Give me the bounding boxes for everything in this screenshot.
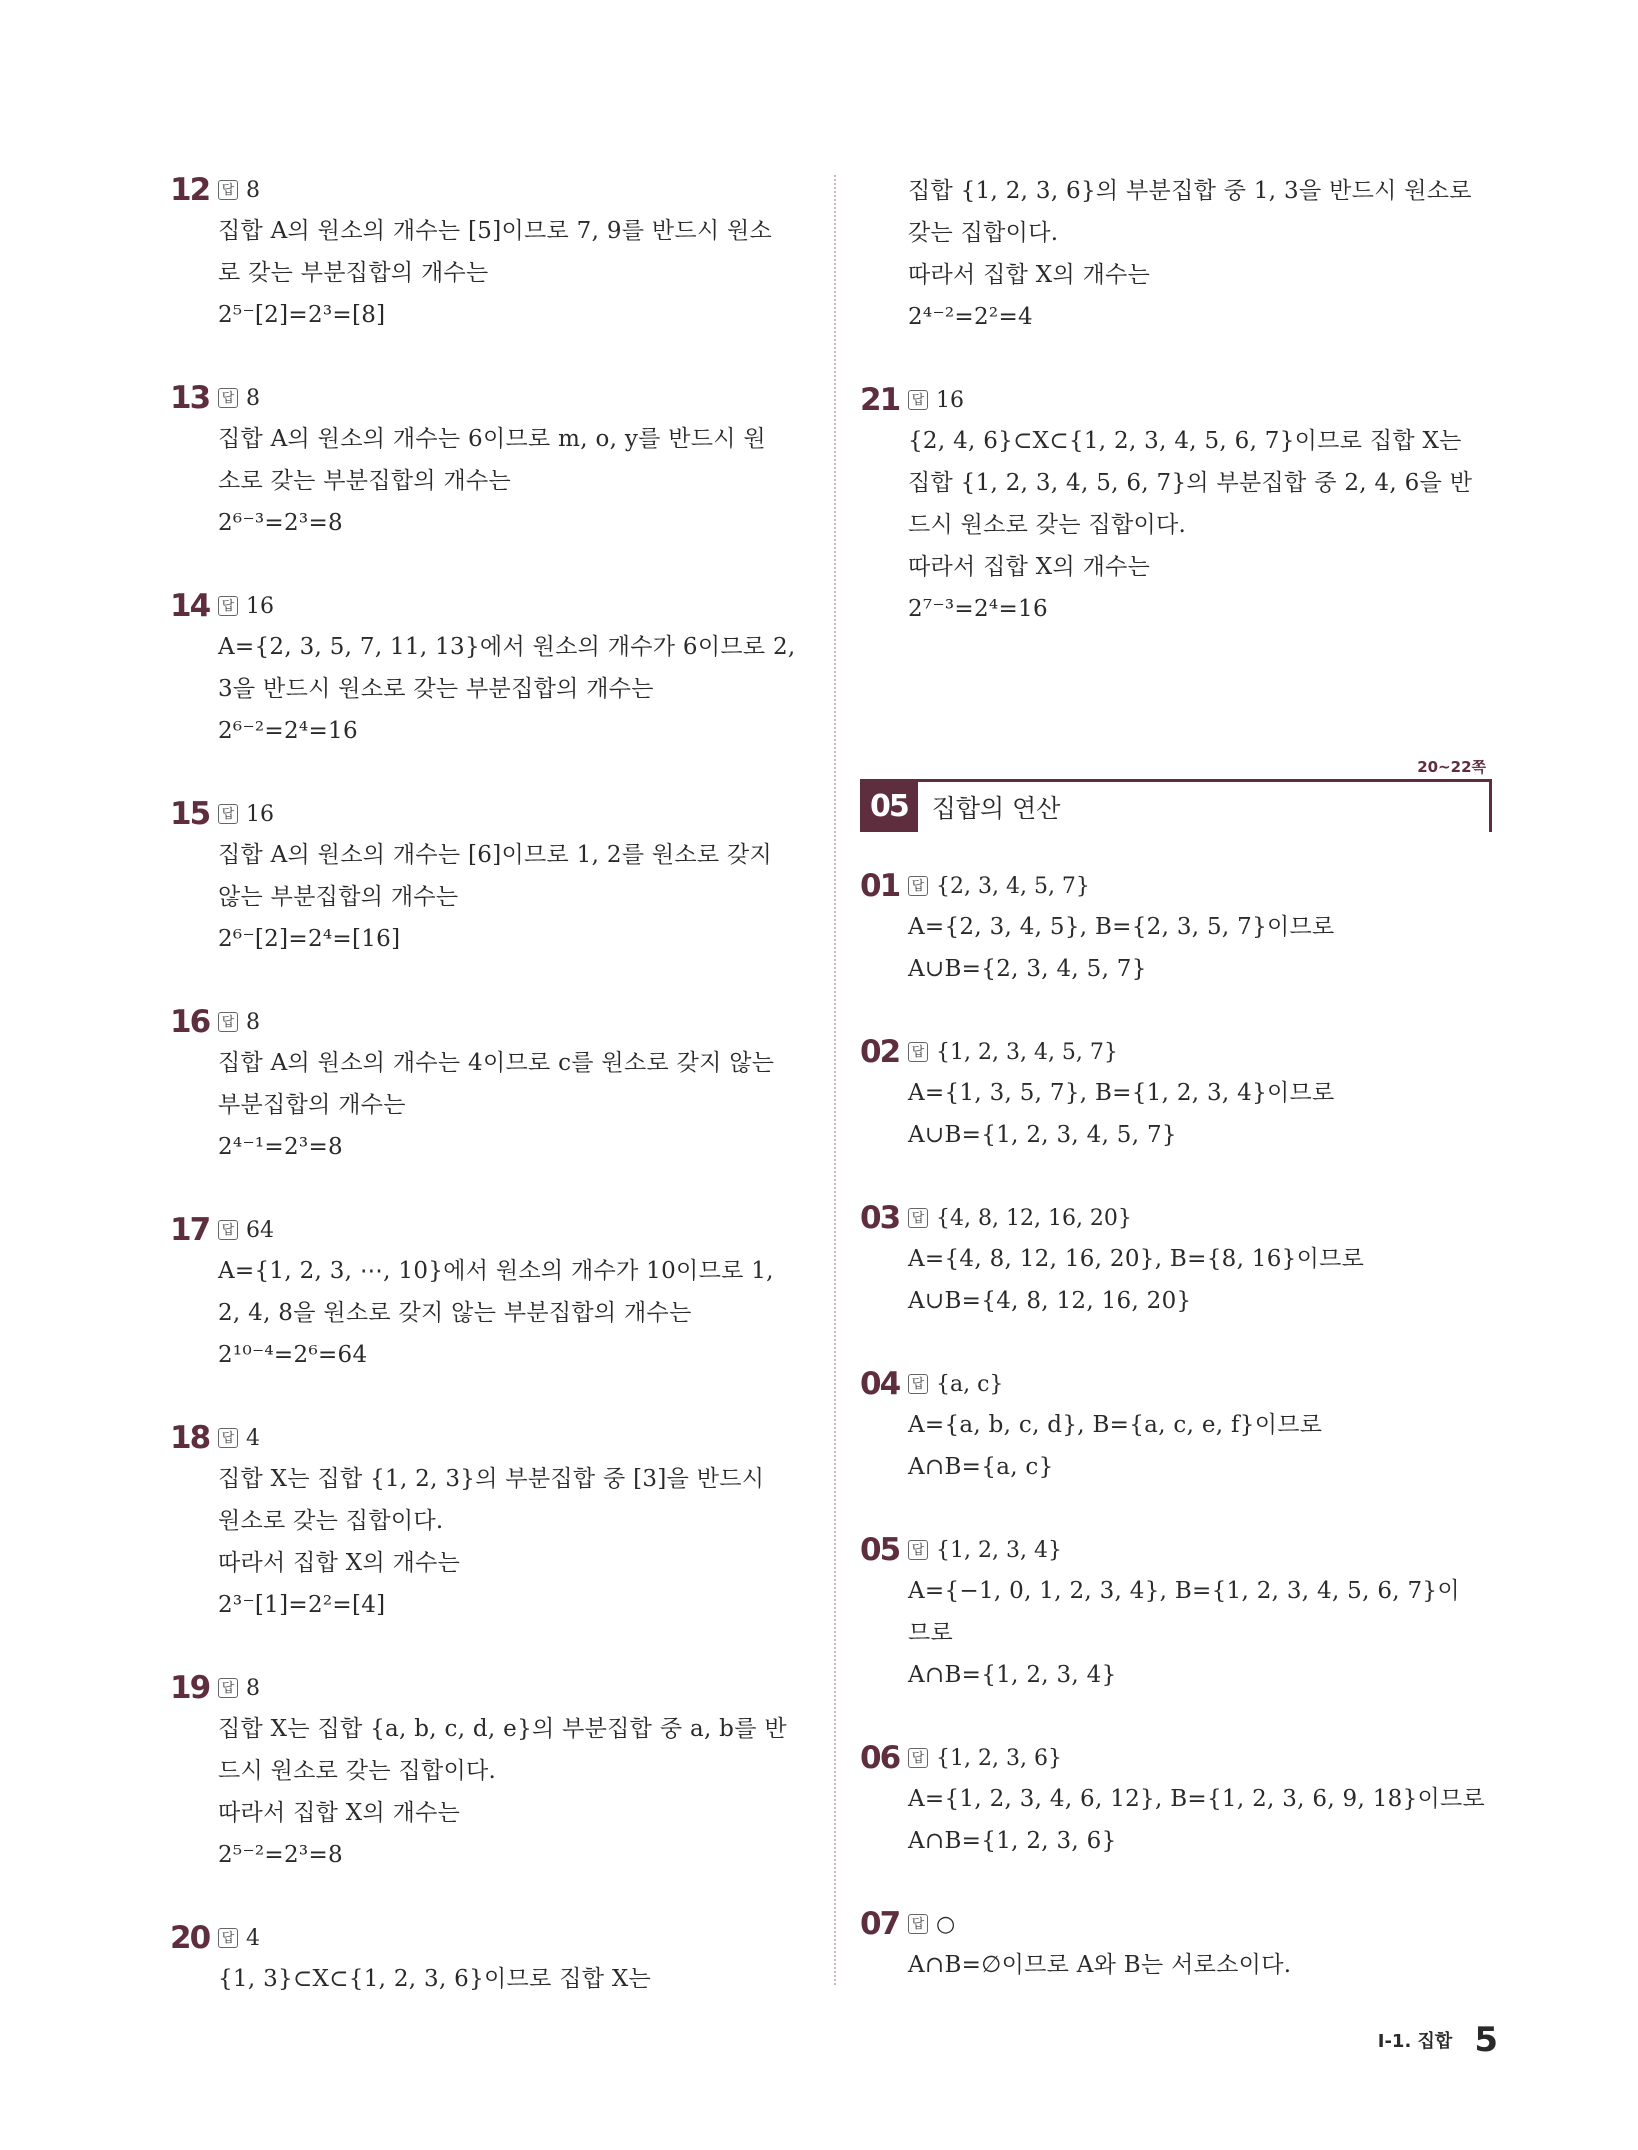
section-bar bbox=[860, 779, 1492, 832]
problem-header bbox=[860, 380, 1492, 420]
solution-line: 부분집합의 개수는 bbox=[218, 1092, 406, 1118]
problem-item bbox=[170, 1668, 810, 1876]
answer-mark-icon: 답 bbox=[218, 804, 238, 824]
problem-header bbox=[170, 1210, 810, 1250]
solution-line: A={a, b, c, d}, B={a, c, e, f}이므로 bbox=[908, 1412, 1323, 1438]
solution-line: 2⁶⁻³=2³=8 bbox=[218, 510, 343, 536]
answer-mark-icon: 답 bbox=[908, 1540, 928, 1560]
section-header bbox=[860, 756, 1492, 832]
solution-line: A={1, 2, 3, 4, 6, 12}, B={1, 2, 3, 6, 9, 18}이므로 bbox=[908, 1786, 1486, 1812]
problem-answer: 8 bbox=[246, 177, 260, 203]
solution-line: A={1, 3, 5, 7}, B={1, 2, 3, 4}이므로 bbox=[908, 1080, 1335, 1106]
left-column bbox=[170, 170, 810, 2042]
problem-number: 03 bbox=[860, 1200, 900, 1236]
problem-number: 20 bbox=[170, 1920, 210, 1956]
answer-mark-icon: 답 bbox=[908, 1748, 928, 1768]
solution-line: 집합 A의 원소의 개수는 [5]이므로 7, 9를 반드시 원소 bbox=[218, 218, 773, 244]
answer-mark-icon: 답 bbox=[218, 1678, 238, 1698]
answer-mark-icon: 답 bbox=[218, 1928, 238, 1948]
problem-answer: 4 bbox=[246, 1425, 260, 1451]
problem-header bbox=[170, 378, 810, 418]
solution-line: 2⁴⁻²=2²=4 bbox=[908, 304, 1033, 330]
problem-header bbox=[170, 586, 810, 626]
problem-header bbox=[170, 1918, 810, 1958]
problem-header bbox=[860, 1032, 1492, 1072]
problem-answer: {2, 3, 4, 5, 7} bbox=[936, 873, 1090, 899]
solution-line: {1, 3}⊂X⊂{1, 2, 3, 6}이므로 집합 X는 bbox=[218, 1966, 652, 1992]
solution-line: 원소로 갖는 집합이다. bbox=[218, 1508, 444, 1534]
page-footer bbox=[1378, 2020, 1498, 2060]
problem-number: 06 bbox=[860, 1740, 900, 1776]
solution-line: 므로 bbox=[908, 1620, 954, 1646]
problem-header bbox=[860, 1904, 1492, 1944]
section-pages: 20~22쪽 bbox=[1417, 758, 1486, 776]
right-top-problems bbox=[860, 380, 1492, 630]
problem-answer: {4, 8, 12, 16, 20} bbox=[936, 1205, 1132, 1231]
problem-answer: 8 bbox=[246, 1009, 260, 1035]
solution-line: A∪B={1, 2, 3, 4, 5, 7} bbox=[908, 1122, 1177, 1148]
answer-mark-icon: 답 bbox=[218, 388, 238, 408]
problem-item bbox=[860, 1364, 1492, 1488]
problem-item bbox=[170, 1210, 810, 1376]
section-title: 집합의 연산 bbox=[931, 794, 1061, 823]
solution-line: 2⁶⁻²=2⁴=16 bbox=[218, 718, 358, 744]
problem-item bbox=[170, 170, 810, 336]
problem-answer: 64 bbox=[246, 1217, 274, 1243]
solution-line: 드시 원소로 갖는 집합이다. bbox=[218, 1758, 497, 1784]
solution-line: 드시 원소로 갖는 집합이다. bbox=[908, 512, 1187, 538]
solution-line: 소로 갖는 부분집합의 개수는 bbox=[218, 468, 512, 494]
answer-mark-icon: 답 bbox=[908, 1042, 928, 1062]
problem-number: 19 bbox=[170, 1670, 210, 1706]
problem-answer: 8 bbox=[246, 385, 260, 411]
answer-mark-icon: 답 bbox=[908, 390, 928, 410]
solution-line: A∩B=∅이므로 A와 B는 서로소이다. bbox=[908, 1952, 1292, 1978]
problem-answer: 16 bbox=[246, 593, 274, 619]
solution-line: {2, 4, 6}⊂X⊂{1, 2, 3, 4, 5, 6, 7}이므로 집합 X는 bbox=[908, 428, 1462, 454]
solution-line: 집합 X는 집합 {a, b, c, d, e}의 부분집합 중 a, b를 반 bbox=[218, 1716, 787, 1742]
problem-header bbox=[860, 866, 1492, 906]
problem-answer: {a, c} bbox=[936, 1371, 1004, 1397]
solution-line: A∪B={4, 8, 12, 16, 20} bbox=[908, 1288, 1192, 1314]
section-number: 05 bbox=[860, 782, 918, 832]
right-bottom-problems bbox=[860, 866, 1492, 1986]
solution-line: 따라서 집합 X의 개수는 bbox=[218, 1800, 461, 1826]
solution-line: A∩B={a, c} bbox=[908, 1454, 1054, 1480]
problem-number: 21 bbox=[860, 382, 900, 418]
problem-item bbox=[170, 794, 810, 960]
problem-answer: 16 bbox=[936, 387, 964, 413]
solution-line: A∩B={1, 2, 3, 6} bbox=[908, 1828, 1117, 1854]
problem-header bbox=[170, 1002, 810, 1042]
problem-answer: {1, 2, 3, 6} bbox=[936, 1745, 1062, 1771]
problem-item bbox=[860, 1530, 1492, 1696]
page-number: 5 bbox=[1474, 2020, 1498, 2060]
problem-answer: 8 bbox=[246, 1675, 260, 1701]
solution-line: 로 갖는 부분집합의 개수는 bbox=[218, 260, 489, 286]
problem-header bbox=[170, 170, 810, 210]
problem-answer: 16 bbox=[246, 801, 274, 827]
answer-mark-icon: 답 bbox=[218, 1220, 238, 1240]
problem-answer: ○ bbox=[936, 1911, 956, 1937]
solution-line: 집합 A의 원소의 개수는 [6]이므로 1, 2를 원소로 갖지 bbox=[218, 842, 773, 868]
problem-item bbox=[860, 1198, 1492, 1322]
solution-line: 갖는 집합이다. bbox=[908, 220, 1059, 246]
problem-header bbox=[170, 1418, 810, 1458]
solution-line: 집합 {1, 2, 3, 4, 5, 6, 7}의 부분집합 중 2, 4, 6을 반 bbox=[908, 470, 1473, 496]
answer-mark-icon: 답 bbox=[908, 876, 928, 896]
solution-line: 2⁵⁻[2]=2³=[8] bbox=[218, 302, 386, 328]
problem-number: 18 bbox=[170, 1420, 210, 1456]
right-column bbox=[860, 170, 1492, 2028]
solution-line: A={2, 3, 4, 5}, B={2, 3, 5, 7}이므로 bbox=[908, 914, 1335, 940]
solution-line: 2⁶⁻[2]=2⁴=[16] bbox=[218, 926, 401, 952]
problem-number: 04 bbox=[860, 1366, 900, 1402]
answer-mark-icon: 답 bbox=[908, 1914, 928, 1934]
solution-line: 않는 부분집합의 개수는 bbox=[218, 884, 459, 910]
answer-mark-icon: 답 bbox=[908, 1374, 928, 1394]
solution-line: 집합 {1, 2, 3, 6}의 부분집합 중 1, 3을 반드시 원소로 bbox=[908, 178, 1472, 204]
solution-line: 집합 A의 원소의 개수는 4이므로 c를 원소로 갖지 않는 bbox=[218, 1050, 775, 1076]
problem-item bbox=[860, 380, 1492, 630]
solution-line: 2⁷⁻³=2⁴=16 bbox=[908, 596, 1048, 622]
answer-mark-icon: 답 bbox=[908, 1208, 928, 1228]
solution-line: 집합 X는 집합 {1, 2, 3}의 부분집합 중 [3]을 반드시 bbox=[218, 1466, 765, 1492]
solution-line: 2¹⁰⁻⁴=2⁶=64 bbox=[218, 1342, 368, 1368]
problem-number: 16 bbox=[170, 1004, 210, 1040]
problem-answer: 4 bbox=[246, 1925, 260, 1951]
problem-header bbox=[860, 1198, 1492, 1238]
solution-line: A={1, 2, 3, ⋯, 10}에서 원소의 개수가 10이므로 1, bbox=[218, 1258, 774, 1284]
solution-line: A={−1, 0, 1, 2, 3, 4}, B={1, 2, 3, 4, 5, 6, 7}이 bbox=[908, 1578, 1460, 1604]
problem-item bbox=[860, 866, 1492, 990]
problem-header bbox=[860, 1364, 1492, 1404]
problem-answer: {1, 2, 3, 4, 5, 7} bbox=[936, 1039, 1118, 1065]
problem-answer: {1, 2, 3, 4} bbox=[936, 1537, 1062, 1563]
solution-line: 2, 4, 8을 원소로 갖지 않는 부분집합의 개수는 bbox=[218, 1300, 692, 1326]
solution-line: 2⁵⁻²=2³=8 bbox=[218, 1842, 343, 1868]
problem-number: 07 bbox=[860, 1906, 900, 1942]
problem-number: 05 bbox=[860, 1532, 900, 1568]
problem-item bbox=[170, 1418, 810, 1626]
answer-mark-icon: 답 bbox=[218, 1428, 238, 1448]
solution-line: A={2, 3, 5, 7, 11, 13}에서 원소의 개수가 6이므로 2, bbox=[218, 634, 796, 660]
solution-line: 2³⁻[1]=2²=[4] bbox=[218, 1592, 386, 1618]
problem-header bbox=[170, 1668, 810, 1708]
problem-number: 14 bbox=[170, 588, 210, 624]
solution-line: 3을 반드시 원소로 갖는 부분집합의 개수는 bbox=[218, 676, 654, 702]
problem-header bbox=[860, 1530, 1492, 1570]
solution-line: 2⁴⁻¹=2³=8 bbox=[218, 1134, 343, 1160]
solution-line: A∪B={2, 3, 4, 5, 7} bbox=[908, 956, 1147, 982]
solution-line: 따라서 집합 X의 개수는 bbox=[908, 554, 1151, 580]
footer-chapter: Ⅰ-1. 집합 bbox=[1377, 2031, 1453, 2052]
answer-mark-icon: 답 bbox=[218, 1012, 238, 1032]
problem-number: 13 bbox=[170, 380, 210, 416]
solution-line: 따라서 집합 X의 개수는 bbox=[908, 262, 1151, 288]
problem-item bbox=[170, 586, 810, 752]
problem-number: 01 bbox=[860, 868, 900, 904]
problem-header bbox=[170, 794, 810, 834]
problem-item bbox=[860, 1032, 1492, 1156]
solution-line: A={4, 8, 12, 16, 20}, B={8, 16}이므로 bbox=[908, 1246, 1365, 1272]
problem-item bbox=[170, 1918, 810, 2000]
problem-number: 02 bbox=[860, 1034, 900, 1070]
solution-line: A∩B={1, 2, 3, 4} bbox=[908, 1662, 1117, 1688]
column-divider bbox=[834, 175, 836, 1985]
solution-line: 따라서 집합 X의 개수는 bbox=[218, 1550, 461, 1576]
problem-item bbox=[860, 1904, 1492, 1986]
answer-mark-icon: 답 bbox=[218, 596, 238, 616]
problem-item bbox=[170, 1002, 810, 1168]
answer-mark-icon: 답 bbox=[218, 180, 238, 200]
problem-number: 17 bbox=[170, 1212, 210, 1248]
problem-number: 12 bbox=[170, 172, 210, 208]
solution-line: 집합 A의 원소의 개수는 6이므로 m, o, y를 반드시 원 bbox=[218, 426, 766, 452]
problem-continuation bbox=[860, 170, 1492, 338]
problem-item bbox=[170, 378, 810, 544]
problem-header bbox=[860, 1738, 1492, 1778]
problem-number: 15 bbox=[170, 796, 210, 832]
problem-item bbox=[860, 1738, 1492, 1862]
